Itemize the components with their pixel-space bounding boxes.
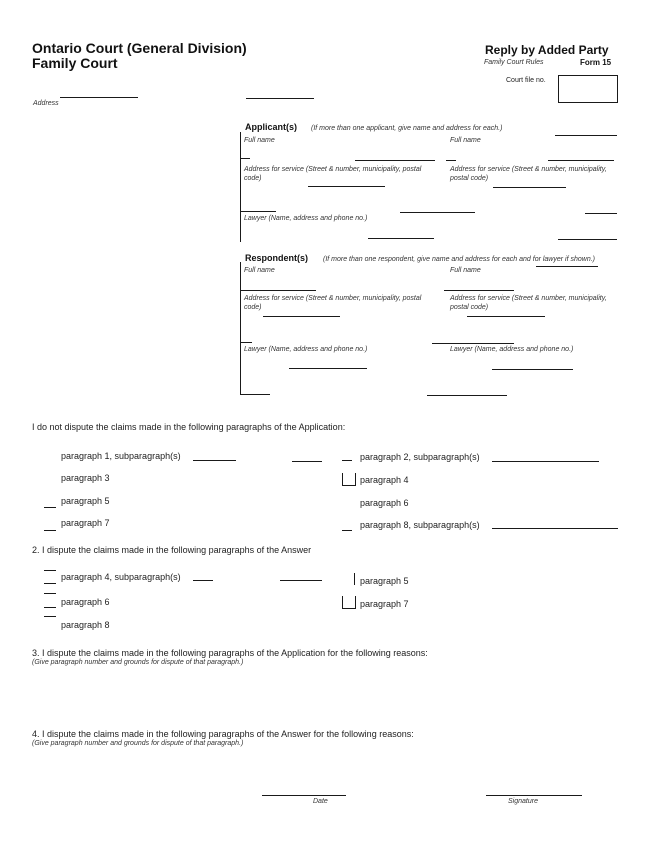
respondent-name-line-1[interactable]: [240, 290, 316, 291]
respondent-address-label-1: Address for service (Street & number, municipality, postal code): [244, 295, 422, 311]
applicant-address-line-2[interactable]: [493, 187, 566, 188]
s1-paragraph-1: paragraph 1, subparagraph(s): [61, 451, 181, 461]
s1-p2-subparagraph-line[interactable]: [492, 461, 599, 462]
applicant-name-line-1[interactable]: [355, 160, 435, 161]
applicant-tick-2: [446, 160, 456, 161]
s1-p1-extra-line[interactable]: [292, 461, 322, 462]
respondent-full-name-label-1: Full name: [244, 267, 275, 274]
section3-intro: 3. I dispute the claims made in the following paragraphs of the Application for the following reasons:: [32, 648, 428, 658]
s1-p4-checkbox[interactable]: [342, 473, 356, 486]
s1-paragraph-5: paragraph 5: [61, 496, 110, 506]
respondent-line[interactable]: [536, 266, 598, 267]
s2-paragraph-6: paragraph 6: [61, 597, 110, 607]
applicant-full-name-label-1: Full name: [244, 137, 275, 144]
s1-p2-checkbox[interactable]: [342, 448, 352, 461]
court-file-box[interactable]: [558, 75, 618, 103]
address-label: Address: [33, 100, 59, 107]
section3-note: (Give paragraph number and grounds for dispute of that paragraph.): [32, 659, 244, 666]
signature-label: Signature: [508, 798, 538, 805]
s2-paragraph-4: paragraph 4, subparagraph(s): [61, 572, 181, 582]
s2-p6-checkbox[interactable]: [44, 607, 56, 608]
section2-intro: 2. I dispute the claims made in the following paragraphs of the Answer: [32, 545, 312, 555]
respondent-tick: [240, 342, 252, 343]
s1-paragraph-6: paragraph 6: [360, 498, 409, 508]
s2-p4-checkbox-top: [44, 570, 56, 571]
respondent-lawyer-line-d[interactable]: [240, 394, 270, 395]
applicants-heading: Applicant(s): [245, 122, 298, 132]
date-label: Date: [313, 798, 328, 805]
respondents-heading: Respondent(s): [245, 253, 308, 263]
respondent-lawyer-line-b[interactable]: [289, 368, 367, 369]
applicant-line[interactable]: [555, 135, 617, 136]
respondent-name-line-2[interactable]: [444, 290, 514, 291]
s2-paragraph-5: paragraph 5: [360, 576, 409, 586]
respondent-address-line-1[interactable]: [263, 316, 340, 317]
respondent-full-name-label-2: Full name: [450, 267, 481, 274]
rules-label: Family Court Rules: [484, 59, 544, 66]
applicant-lawyer-line-c[interactable]: [585, 213, 617, 214]
s2-paragraph-7: paragraph 7: [360, 599, 409, 609]
applicant-address-line-1[interactable]: [308, 186, 385, 187]
applicant-name-line-2[interactable]: [548, 160, 614, 161]
applicant-lawyer-line-b[interactable]: [400, 212, 475, 213]
s1-paragraph-7: paragraph 7: [61, 518, 110, 528]
applicant-full-name-label-2: Full name: [450, 137, 481, 144]
s2-p5-checkbox[interactable]: [354, 573, 355, 585]
signature-line[interactable]: [486, 795, 582, 796]
s2-paragraph-8: paragraph 8: [61, 620, 110, 630]
respondent-address-label-2: Address for service (Street & number, municipality, postal code): [450, 295, 607, 311]
court-branch: Family Court: [32, 55, 118, 71]
s1-p1-subparagraph-line[interactable]: [193, 460, 236, 461]
s1-p7-checkbox[interactable]: [44, 530, 56, 531]
form-title: Reply by Added Party: [485, 43, 609, 57]
respondent-lawyer-label-2: Lawyer (Name, address and phone no.): [450, 346, 574, 353]
respondent-lawyer-line-a[interactable]: [432, 343, 514, 344]
s1-paragraph-4: paragraph 4: [360, 475, 409, 485]
applicant-lawyer-line-d[interactable]: [368, 238, 434, 239]
court-file-label: Court file no.: [506, 77, 546, 84]
s2-p6-checkbox-top: [44, 593, 56, 594]
s2-p4-checkbox[interactable]: [44, 583, 56, 584]
applicants-note: (If more than one applicant, give name and address for each.): [311, 125, 503, 132]
s2-p4-extra-line[interactable]: [280, 580, 322, 581]
s2-p4-subparagraph-line[interactable]: [193, 580, 213, 581]
applicant-lawyer-line-a[interactable]: [240, 211, 276, 212]
respondent-lawyer-label-1: Lawyer (Name, address and phone no.): [244, 346, 368, 353]
date-line[interactable]: [262, 795, 346, 796]
applicant-address-label-2: Address for service (Street & number, municipality, postal code): [450, 166, 607, 182]
respondent-address-line-2[interactable]: [467, 316, 545, 317]
respondent-lawyer-line-e[interactable]: [427, 395, 507, 396]
applicant-bracket: [240, 132, 241, 242]
respondent-lawyer-line-c[interactable]: [492, 369, 573, 370]
applicant-address-label-1: Address for service (Street & number, municipality, postal code): [244, 166, 422, 182]
section4-note: (Give paragraph number and grounds for dispute of that paragraph.): [32, 740, 244, 747]
s2-p8-checkbox[interactable]: [44, 616, 56, 617]
address-line-2[interactable]: [246, 98, 314, 99]
s1-p5-checkbox[interactable]: [44, 507, 56, 508]
applicant-tick: [240, 158, 250, 159]
s1-paragraph-2: paragraph 2, subparagraph(s): [360, 452, 480, 462]
s1-p8-checkbox[interactable]: [342, 518, 352, 531]
s2-p7-checkbox[interactable]: [342, 596, 356, 609]
s1-paragraph-8: paragraph 8, subparagraph(s): [360, 520, 480, 530]
applicant-lawyer-line-e[interactable]: [558, 239, 617, 240]
s1-paragraph-3: paragraph 3: [61, 473, 110, 483]
respondents-note: (If more than one respondent, give name and address for each and for lawyer if shown.): [323, 256, 595, 263]
section4-intro: 4. I dispute the claims made in the following paragraphs of the Answer for the following reasons:: [32, 729, 414, 739]
address-line-1[interactable]: [60, 97, 138, 98]
s1-p8-subparagraph-line[interactable]: [492, 528, 618, 529]
form-number: Form 15: [580, 58, 612, 67]
court-name: Ontario Court (General Division): [32, 40, 247, 56]
section1-intro: I do not dispute the claims made in the following paragraphs of the Application:: [32, 422, 346, 432]
applicant-lawyer-label: Lawyer (Name, address and phone no.): [244, 215, 368, 222]
respondent-bracket: [240, 262, 241, 395]
